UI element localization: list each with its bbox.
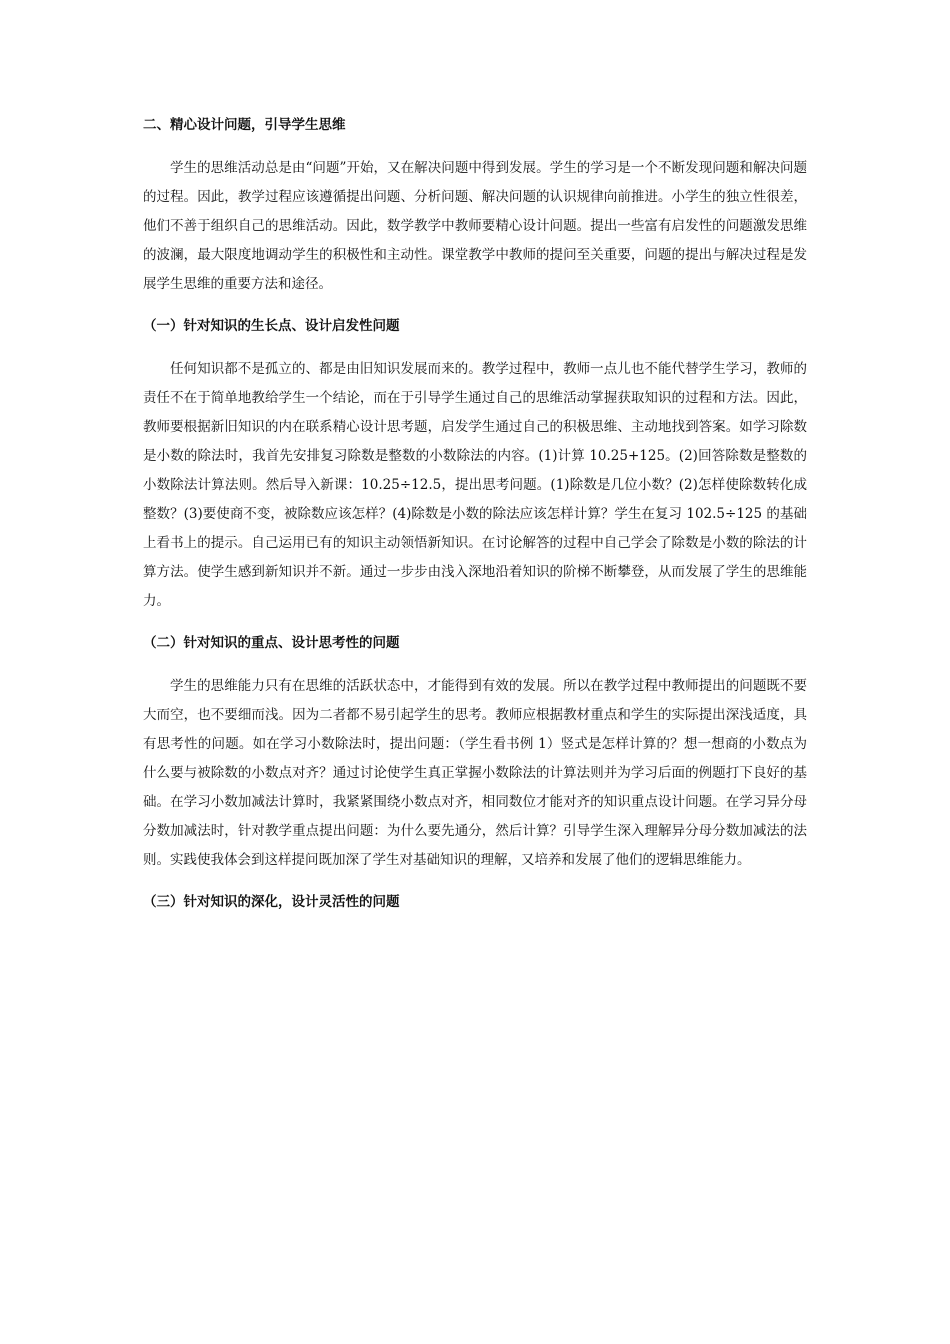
- subsection-heading-2: （二）针对知识的重点、设计思考性的问题: [143, 635, 400, 651]
- section-paragraph: 学生的思维活动总是由“问题”开始，又在解决问题中得到发展。学生的学习是一个不断发现问题和解决问题的过程。因此，教学过程应该遵循提出问题、分析问题、解决问题的认识规律向前推进。小学生的独立性很差，他们不善于组织自己的思维活动。因此，数学教学中教师要精心设计问题。提出一些富有启发性的问题激发思维的波澜，最大限度地调动学生的积极性和主动性。课堂教学中教师的提问至关重要，问题的提出与解决过程是发展学生思维的重要方法和途径。: [143, 160, 807, 292]
- section-heading-2: 二、精心设计问题，引导学生思维: [143, 117, 346, 133]
- subsection-paragraph: 任何知识都不是孤立的、都是由旧知识发展而来的。教学过程中，教师一点儿也不能代替学生学习，教师的责任不在于简单地教给学生一个结论，而在于引导学生通过自己的思维活动掌握获取知识的过程和方法。因此，教师要根据新旧知识的内在联系精心设计思考题，启发学生通过自己的积极思维、主动地找到答案。如学习除数是小数的除法时，我首先安排复习除数是整数的小数除法的内容。(1)计算 10.25+125。(2)回答除数是整数的小数除法计算法则。然后导入新课：10.25÷12.5，提出思考问题。(1)除数是几位小数？(2)怎样使除数转化成整数？(3)要使商不变，被除数应该怎样？(4)除数是小数的除法应该怎样计算？学生在复习 102.5÷125 的基础上看书上的提示。自己运用已有的知识主动领悟新知识。在讨论解答的过程中自己学会了除数是小数的除法的计算方法。使学生感到新知识并不新。通过一步步由浅入深地沿着知识的阶梯不断攀登，从而发展了学生的思维能力。: [143, 361, 807, 609]
- document-page: [143, 112, 807, 915]
- subsection-paragraph: 学生的思维能力只有在思维的活跃状态中，才能得到有效的发展。所以在教学过程中教师提出的问题既不要大而空，也不要细而浅。因为二者都不易引起学生的思考。教师应根据教材重点和学生的实际提出深浅适度，具有思考性的问题。如在学习小数除法时，提出问题：（学生看书例 1）竖式是怎样计算的？想一想商的小数点为什么要与被除数的小数点对齐？通过讨论使学生真正掌握小数除法的计算法则并为学习后面的例题打下良好的基础。在学习小数加减法计算时，我紧紧围绕小数点对齐，相同数位才能对齐的知识重点设计问题。在学习异分母分数加减法时，针对教学重点提出问题：为什么要先通分，然后计算？引导学生深入理解异分母分数加减法的法则。实践使我体会到这样提问既加深了学生对基础知识的理解，又培养和发展了他们的逻辑思维能力。: [143, 678, 807, 868]
- subsection-heading-3: （三）针对知识的深化，设计灵活性的问题: [143, 894, 400, 910]
- subsection-heading-1: （一）针对知识的生长点、设计启发性问题: [143, 318, 400, 334]
